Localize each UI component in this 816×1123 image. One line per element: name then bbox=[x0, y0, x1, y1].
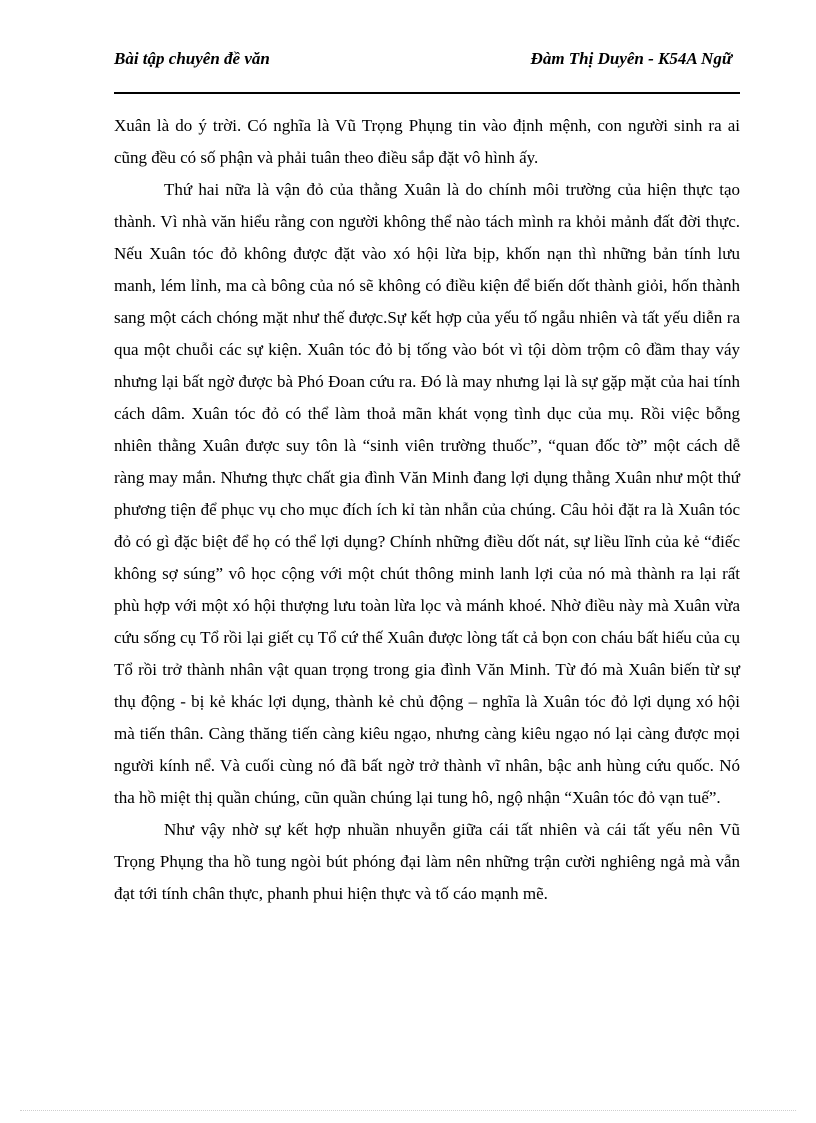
paragraph-continuation: Xuân là do ý trời. Có nghĩa là Vũ Trọng Phụng tin vào định mệnh, con người sinh ra ai cũng đều có số phận và phải tuân theo điều sắp đặt vô hình ấy. bbox=[114, 116, 740, 167]
document-body bbox=[114, 110, 740, 910]
paragraph-conclusion: Như vậy nhờ sự kết hợp nhuần nhuyễn giữa cái tất nhiên và cái tất yếu nên Vũ Trọng Phụng tha hồ tung ngòi bút phóng đại làm nên những trận cười nghiêng ngả mà vẫn đạt tới tính chân thực, phanh phui hiện thực và tố cáo mạnh mẽ. bbox=[114, 820, 740, 903]
paragraph-second-point: Thứ hai nữa là vận đỏ của thằng Xuân là do chính môi trường của hiện thực tạo thành. Vì nhà văn hiểu rằng con người không thể nào tách mình ra khỏi mảnh đất đời thực. Nếu Xuân tóc đỏ không được đặt vào xó hội lừa bịp, khốn nạn thì những bản tính lưu manh, lém lỉnh, ma cà bông của nó sẽ không có điều kiện để biến dốt thành giỏi, hốn thành sang một cách chóng mặt như thế được.Sự kết hợp của yếu tố ngẫu nhiên và tất yếu diễn ra qua một chuỗi các sự kiện. Xuân tóc đỏ bị tống vào bót vì tội dòm trộm cô đầm thay váy nhưng lại bất ngờ được bà Phó Đoan cứu ra. Đó là may nhưng lại là sự gặp mặt của hai tính cách dâm. Xuân tóc đỏ có thể làm thoả mãn khát vọng tình dục của mụ. Rồi việc bỗng nhiên thằng Xuân được suy tôn là “sinh viên trường thuốc”, “quan đốc tờ” một cách dễ ràng may mắn. Nhưng thực chất gia đình Văn Minh đang lợi dụng thằng Xuân như một thứ phương tiện để phục vụ cho mục đích ích kỉ tàn nhẫn của chúng. Câu hỏi đặt ra là Xuân tóc đỏ có gì đặc biệt để họ có thể lợi dụng? Chính những điều dốt nát, sự liều lĩnh của kẻ “điếc không sợ súng” vô học cộng với một chút thông minh lanh lợi của nó mà thành ra lại rất phù hợp với một xó hội thượng lưu toàn lừa lọc và mánh khoé. Nhờ điều này mà Xuân vừa cứu sống cụ Tổ rồi lại giết cụ Tổ cứ thế Xuân được lòng tất cả bọn con cháu bất hiếu của cụ Tổ rồi trở thành nhân vật quan trọng trong gia đình Văn Minh. Từ đó mà Xuân biến từ sự thụ động - bị kẻ khác lợi dụng, thành kẻ chủ động – nghĩa là Xuân tóc đỏ lợi dụng xó hội mà tiến thân. Càng thăng tiến càng kiêu ngạo, nhưng càng kiêu ngạo nó lại càng được mọi người kính nể. Và cuối cùng nó đã bất ngờ trở thành vĩ nhân, bậc anh hùng cứu quốc. Nó tha hồ miệt thị quần chúng, cũn quần chúng lại tung hô, ngộ nhận “Xuân tóc đỏ vạn tuế”. bbox=[114, 180, 740, 807]
footer-divider bbox=[20, 1110, 796, 1111]
header-author: Đàm Thị Duyên - K54A Ngữ bbox=[530, 49, 732, 68]
page-header bbox=[114, 48, 740, 94]
header-course-title: Bài tập chuyên đề văn bbox=[114, 49, 270, 68]
